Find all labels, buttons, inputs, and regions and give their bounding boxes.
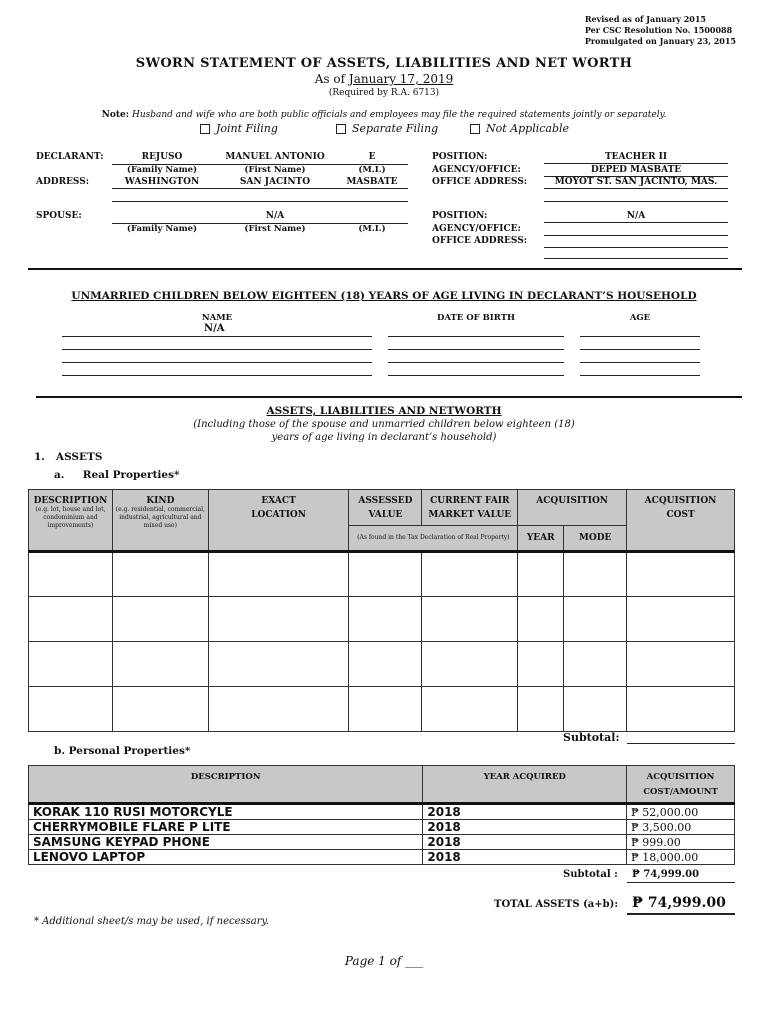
position-line [544, 163, 728, 164]
personal-col-description [29, 766, 423, 804]
personal-item-description: LENOVO LAPTOP [29, 850, 423, 865]
table-cell[interactable] [208, 642, 349, 687]
real-col-fair-value [422, 490, 518, 526]
real-col-description [29, 490, 113, 552]
real-col-location [208, 490, 349, 552]
personal-header-row [29, 766, 735, 804]
table-row [29, 820, 735, 835]
declarant-mi: E [368, 152, 376, 162]
declarant-first-name: MANUEL ANTONIO [225, 152, 325, 162]
table-cell[interactable] [518, 552, 564, 597]
personal-item-year: 2018 [423, 820, 627, 835]
children-entry-line [580, 349, 700, 350]
table-cell[interactable] [422, 552, 518, 597]
total-assets-value: ₱ 74,999.00 [632, 895, 726, 911]
table-cell[interactable] [518, 687, 564, 732]
table-cell[interactable] [349, 642, 422, 687]
position-value: TEACHER II [604, 152, 668, 162]
table-row [29, 552, 735, 597]
separate-filing-label: Separate Filing [352, 122, 439, 135]
personal-item-description: SAMSUNG KEYPAD PHONE [29, 835, 423, 850]
declarant-first-caption: (First Name) [244, 165, 306, 175]
table-row [29, 835, 735, 850]
real-col-kind-note: (e.g. residential, commercial, industrial, agricultural and mixed use) [115, 506, 205, 529]
table-cell[interactable] [627, 642, 735, 687]
real-col-description-note: (e.g. lot, house and lot, condominium and improvements) [35, 506, 106, 529]
revision-note [585, 14, 736, 47]
note-text: Husband and wife who are both public officials and employees may file the required statements jointly or separately. [131, 110, 667, 120]
revision-line-1: Revised as of January 2015 [584, 14, 706, 24]
personal-subtotal-label: Subtotal : [563, 869, 618, 880]
office-address-line-2 [544, 201, 728, 202]
real-subtotal-line [627, 743, 735, 744]
as-of-date: January 17, 2019 [348, 72, 454, 86]
real-col-kind-label: KIND [146, 496, 175, 506]
real-col-acquisition [518, 490, 627, 526]
spouse-agency-line [544, 235, 728, 236]
joint-filing-option[interactable] [200, 122, 278, 135]
table-row [29, 642, 735, 687]
assets-heading: 1. ASSETS [34, 451, 103, 463]
spouse-first-caption: (First Name) [244, 224, 306, 234]
children-heading-text: UNMARRIED CHILDREN BELOW EIGHTEEN (18) YEARS OF AGE LIVING IN DECLARANT’S HOUSEHOLD [71, 290, 697, 302]
declarant-label: DECLARANT: [36, 152, 104, 162]
spouse-name: N/A [265, 211, 285, 221]
office-address-line [544, 188, 728, 189]
real-col-location-label-1: EXACT [261, 496, 296, 506]
personal-subtotal-value: ₱ 74,999.00 [632, 869, 700, 880]
personal-item-cost: ₱ 18,000.00 [627, 850, 735, 865]
table-cell[interactable] [564, 642, 627, 687]
office-address-label: OFFICE ADDRESS: [432, 177, 528, 187]
real-header-row [29, 490, 735, 526]
alnw-heading [0, 405, 768, 417]
personal-item-description: KORAK 110 RUSI MOTORCYLE [29, 804, 423, 820]
personal-item-year: 2018 [423, 804, 627, 820]
address-part-2: SAN JACINTO [239, 177, 311, 187]
real-col-acq-cost [627, 490, 735, 552]
spouse-office-address-line [544, 247, 728, 248]
personal-col-description-label: DESCRIPTION [190, 772, 261, 782]
table-cell[interactable] [208, 687, 349, 732]
table-cell[interactable] [349, 687, 422, 732]
personal-item-year: 2018 [423, 850, 627, 865]
total-assets-line [627, 913, 735, 915]
children-entry-line [580, 362, 700, 363]
personal-item-cost: ₱ 999.00 [627, 835, 735, 850]
revision-line-3: Promulgated on January 23, 2015 [584, 36, 736, 46]
personal-subtotal-line [627, 882, 735, 883]
real-col-assessed [349, 490, 422, 526]
children-entry-line [580, 375, 700, 376]
real-col-year [518, 526, 564, 552]
real-col-location-label-2: LOCATION [251, 510, 306, 520]
real-properties-heading: a. Real Properties* [54, 469, 180, 481]
not-applicable-label: Not Applicable [486, 122, 570, 135]
children-entry-line [62, 375, 372, 376]
declarant-family-caption: (Family Name) [126, 165, 198, 175]
not-applicable-option[interactable] [470, 122, 569, 135]
note-label: Note: [101, 110, 130, 120]
section-divider-2 [36, 396, 742, 398]
children-entry-line [388, 349, 564, 350]
spouse-mi-caption: (M.I.) [358, 224, 386, 234]
table-cell[interactable] [29, 642, 113, 687]
children-entry-line [388, 336, 564, 337]
real-col-year-label: YEAR [526, 533, 555, 543]
joint-filing-checkbox[interactable] [200, 124, 210, 134]
spouse-office-address-label: OFFICE ADDRESS: [432, 236, 528, 246]
personal-item-description: CHERRYMOBILE FLARE P LITE [29, 820, 423, 835]
address-line-2 [112, 201, 408, 202]
real-col-found-note [349, 526, 518, 552]
children-entry-line [388, 375, 564, 376]
personal-properties-heading: b. Personal Properties* [54, 745, 191, 757]
table-cell[interactable] [112, 552, 208, 597]
address-label: ADDRESS: [36, 177, 90, 187]
position-label: POSITION: [432, 152, 488, 162]
children-entry-line [62, 362, 372, 363]
children-entry-line [388, 362, 564, 363]
table-cell[interactable] [29, 597, 113, 642]
children-first-name: N/A [204, 323, 225, 334]
children-heading [0, 290, 768, 302]
table-row [29, 850, 735, 865]
agency-label: AGENCY/OFFICE: [432, 165, 521, 175]
table-cell[interactable] [112, 687, 208, 732]
spouse-position-line [544, 222, 728, 223]
table-cell[interactable] [112, 642, 208, 687]
children-col-name: NAME [201, 313, 233, 323]
address-part-1: WASHINGTON [124, 177, 200, 187]
table-row [29, 687, 735, 732]
declarant-mi-caption: (M.I.) [358, 165, 386, 175]
table-cell[interactable] [112, 597, 208, 642]
spouse-agency-label: AGENCY/OFFICE: [432, 224, 521, 234]
real-col-assessed-label-1: ASSESSED [358, 496, 413, 506]
personal-col-year [423, 766, 627, 804]
real-subtotal-label: Subtotal: [563, 731, 620, 744]
table-cell[interactable] [564, 597, 627, 642]
real-col-found-note-text: (As found in the Tax Declaration of Real Property) [357, 534, 510, 541]
personal-properties-table [28, 765, 735, 865]
personal-item-cost: ₱ 52,000.00 [627, 804, 735, 820]
table-cell[interactable] [518, 642, 564, 687]
table-cell[interactable] [627, 687, 735, 732]
personal-item-cost: ₱ 3,500.00 [627, 820, 735, 835]
address-part-3: MASBATE [346, 177, 398, 187]
children-col-dob: DATE OF BIRTH [436, 313, 516, 323]
children-entry-line [62, 349, 372, 350]
table-row [29, 597, 735, 642]
table-cell[interactable] [564, 687, 627, 732]
office-address-value: MOYOT ST. SAN JACINTO, MAS. [554, 177, 718, 187]
table-row [29, 804, 735, 820]
alnw-heading-text: ASSETS, LIABILITIES AND NETWORTH [266, 405, 502, 417]
real-col-fair-label-2: MARKET VALUE [428, 510, 512, 520]
total-assets-label: TOTAL ASSETS (a+b): [494, 899, 619, 910]
real-col-acquisition-label: ACQUISITION [536, 496, 609, 506]
page-title: SWORN STATEMENT OF ASSETS, LIABILITIES AND NET WORTH [135, 56, 633, 71]
personal-col-cost-label-1: ACQUISITION [646, 772, 715, 782]
table-cell[interactable] [422, 597, 518, 642]
spouse-office-address-line-2 [544, 258, 728, 259]
personal-col-year-label: YEAR ACQUIRED [483, 772, 566, 782]
real-col-mode [564, 526, 627, 552]
real-col-assessed-label-2: VALUE [368, 510, 403, 520]
real-col-mode-label: MODE [578, 533, 612, 543]
children-col-age: AGE [629, 313, 651, 323]
table-cell[interactable] [29, 687, 113, 732]
required-by: (Required by R.A. 6713) [328, 88, 440, 98]
alnw-sub-1: (Including those of the spouse and unmarried children below eighteen (18) [193, 419, 575, 430]
separate-filing-option[interactable] [336, 122, 438, 135]
spouse-label: SPOUSE: [36, 211, 82, 221]
table-cell[interactable] [208, 552, 349, 597]
agency-value: DEPED MASBATE [590, 165, 682, 175]
as-of-label: As of [314, 72, 346, 86]
table-cell[interactable] [208, 597, 349, 642]
alnw-sub-2: years of age living in declarant’s household) [271, 432, 497, 443]
personal-col-cost [627, 766, 735, 804]
table-cell[interactable] [627, 552, 735, 597]
table-cell[interactable] [349, 597, 422, 642]
table-cell[interactable] [422, 642, 518, 687]
page-number: Page 1 of ___ [344, 954, 424, 968]
revision-line-2: Per CSC Resolution No. 1500088 [584, 25, 733, 35]
table-cell[interactable] [564, 552, 627, 597]
table-cell[interactable] [518, 597, 564, 642]
spouse-position-value: N/A [626, 211, 646, 221]
real-col-kind [112, 490, 208, 552]
real-properties-table [28, 489, 735, 732]
spouse-family-caption: (Family Name) [126, 224, 198, 234]
footnote: * Additional sheet/s may be used, if necessary. [34, 916, 270, 927]
personal-col-cost-label-2: COST/AMOUNT [643, 787, 718, 797]
personal-items-body [29, 804, 735, 865]
address-line [112, 188, 408, 189]
children-entry-line [580, 336, 700, 337]
real-col-description-label: DESCRIPTION [33, 496, 108, 506]
declarant-family-name: REJUSO [141, 152, 183, 162]
separate-filing-checkbox[interactable] [336, 124, 346, 134]
table-cell[interactable] [627, 597, 735, 642]
table-cell[interactable] [349, 552, 422, 597]
as-of-line [0, 72, 768, 86]
real-col-acq-cost-label-1: ACQUISITION [644, 496, 717, 506]
joint-filing-label: Joint Filing [216, 122, 278, 135]
section-divider [28, 268, 742, 270]
personal-item-year: 2018 [423, 835, 627, 850]
real-col-acq-cost-label-2: COST [666, 510, 695, 520]
not-applicable-checkbox[interactable] [470, 124, 480, 134]
children-entry-line [62, 336, 372, 337]
real-col-fair-label-1: CURRENT FAIR [430, 496, 510, 506]
table-cell[interactable] [422, 687, 518, 732]
table-cell[interactable] [29, 552, 113, 597]
filing-note [0, 110, 768, 120]
spouse-position-label: POSITION: [432, 211, 488, 221]
